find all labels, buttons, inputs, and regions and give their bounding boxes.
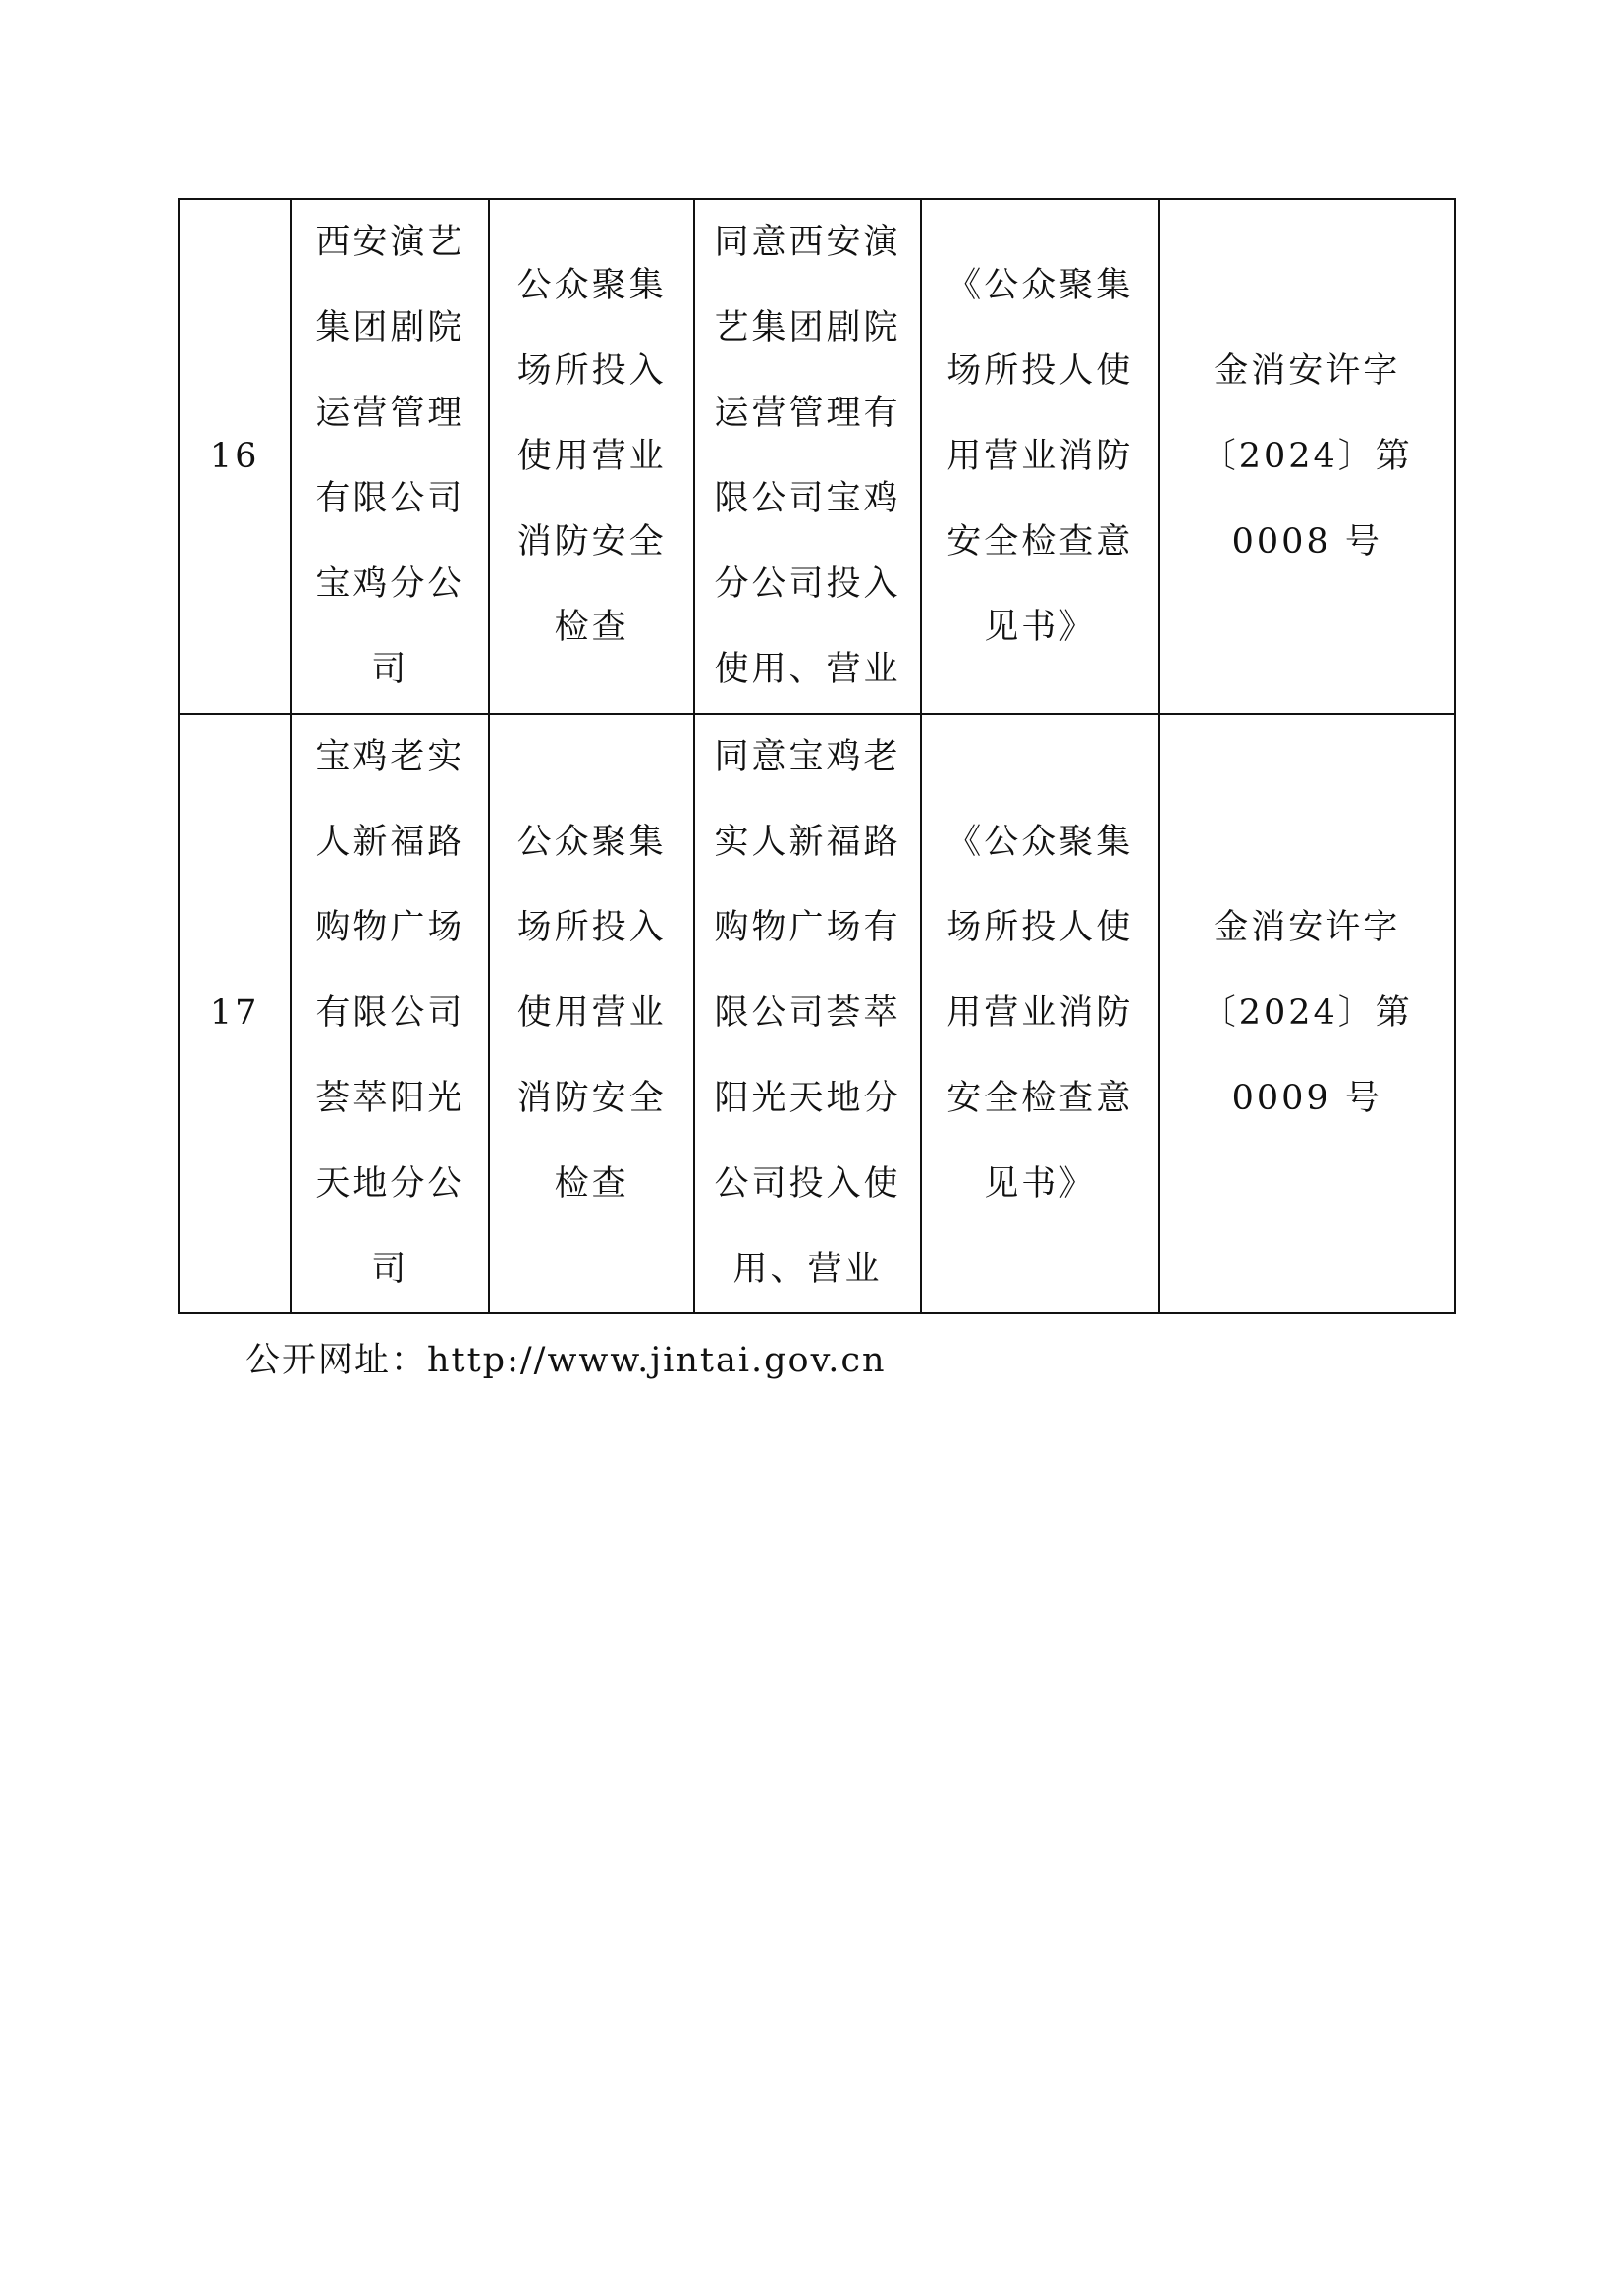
- row-number-cell: [179, 714, 291, 1313]
- unit-name-line: 购物广场: [315, 908, 465, 947]
- unit-name-cell: [291, 199, 489, 714]
- document-name-line: 《公众聚集: [947, 265, 1134, 305]
- decision-line: 阳光天地分: [714, 1079, 901, 1118]
- document-name-line: 安全检查意: [947, 1079, 1134, 1118]
- decision-line: 同意西安演: [714, 223, 901, 262]
- document-name-line: 场所投人使: [947, 908, 1134, 947]
- permit-type-cell: [489, 714, 693, 1313]
- decision-line: 购物广场有: [714, 908, 901, 947]
- unit-name-line: 集团剧院: [315, 308, 465, 347]
- table-row: [179, 199, 1455, 714]
- decision-line: 使用、营业: [714, 650, 901, 689]
- decision-cell: [694, 199, 921, 714]
- unit-name-line: 运营管理: [315, 394, 465, 433]
- decision-line: 用、营业: [732, 1250, 883, 1289]
- permit-number-line: 〔2024〕第: [1201, 436, 1413, 476]
- unit-name-line: 宝鸡分公: [315, 564, 465, 604]
- row-number-cell: [179, 199, 291, 714]
- permit-number-cell: [1159, 714, 1455, 1313]
- document-name-cell: [921, 714, 1159, 1313]
- document-name-line: 《公众聚集: [947, 823, 1134, 862]
- unit-name-line: 有限公司: [315, 993, 465, 1033]
- permit-number-line: 0009 号: [1231, 1079, 1382, 1118]
- document-name-line: 见书》: [984, 1164, 1097, 1203]
- permit-type-line: 使用营业: [516, 436, 667, 476]
- unit-name-line: 西安演艺: [315, 223, 465, 262]
- document-name-line: 用营业消防: [947, 993, 1134, 1033]
- unit-name-line: 人新福路: [315, 823, 465, 862]
- unit-name-line: 司: [371, 1250, 409, 1289]
- unit-name-line: 宝鸡老实: [315, 737, 465, 776]
- permit-table: [178, 198, 1456, 1314]
- decision-line: 艺集团剧院: [714, 308, 901, 347]
- permit-number-line: 金消安许字: [1214, 350, 1401, 391]
- permit-type-cell: [489, 199, 693, 714]
- unit-name-line: 有限公司: [315, 479, 465, 518]
- permit-type-line: 消防安全: [516, 521, 667, 561]
- unit-name-line: 荟萃阳光: [315, 1079, 465, 1118]
- permit-type-line: 公众聚集: [516, 823, 667, 862]
- decision-line: 分公司投入: [714, 564, 901, 604]
- permit-type-line: 检查: [554, 1164, 629, 1203]
- decision-line: 限公司宝鸡: [714, 479, 901, 518]
- decision-line: 公司投入使: [714, 1164, 901, 1203]
- permit-number-cell: [1159, 199, 1455, 714]
- unit-name-line: 司: [371, 650, 409, 689]
- website-footer: 公开网址：http://www.jintai.gov.cn: [245, 1341, 887, 1380]
- document-name-line: 用营业消防: [947, 436, 1134, 476]
- permit-type-line: 消防安全: [516, 1079, 667, 1118]
- decision-line: 限公司荟萃: [714, 993, 901, 1033]
- document-name-line: 安全检查意: [947, 521, 1134, 561]
- permit-number-line: 金消安许字: [1214, 908, 1401, 947]
- permit-type-line: 场所投入: [516, 350, 667, 391]
- decision-line: 运营管理有: [714, 394, 901, 433]
- row-number: 17: [209, 993, 260, 1033]
- table-row: [179, 714, 1455, 1313]
- decision-cell: [694, 714, 921, 1313]
- permit-type-line: 使用营业: [516, 993, 667, 1033]
- unit-name-cell: [291, 714, 489, 1313]
- document-name-cell: [921, 199, 1159, 714]
- row-number: 16: [209, 436, 260, 476]
- decision-line: 同意宝鸡老: [714, 737, 901, 776]
- document-name-line: 场所投人使: [947, 350, 1134, 391]
- decision-line: 实人新福路: [714, 823, 901, 862]
- permit-number-line: 〔2024〕第: [1201, 993, 1413, 1033]
- unit-name-line: 天地分公: [315, 1164, 465, 1203]
- permit-number-line: 0008 号: [1231, 521, 1382, 561]
- permit-type-line: 公众聚集: [516, 265, 667, 305]
- permit-type-line: 场所投入: [516, 908, 667, 947]
- document-name-line: 见书》: [984, 607, 1097, 647]
- permit-type-line: 检查: [554, 607, 629, 647]
